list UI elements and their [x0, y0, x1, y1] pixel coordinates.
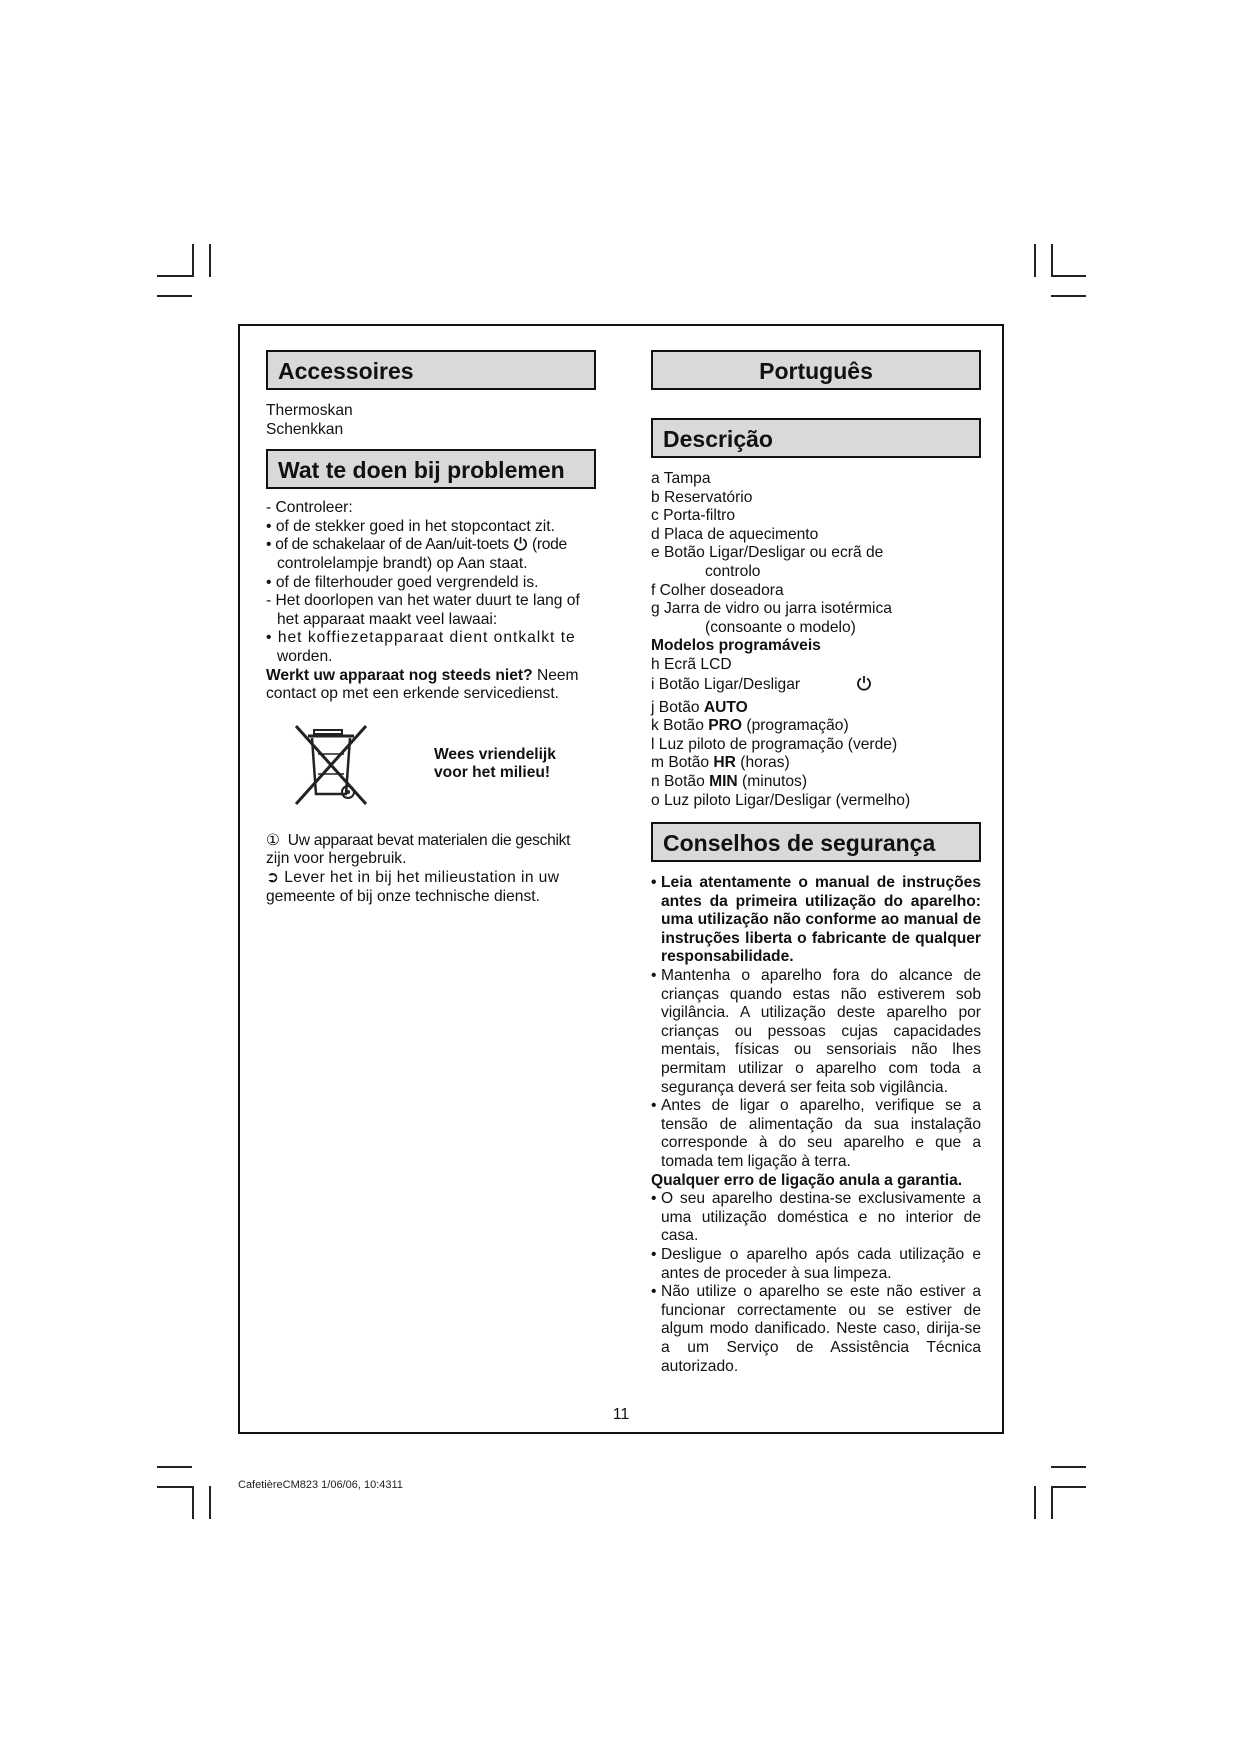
environment-block	[266, 724, 596, 818]
disposal-info: ➲ Lever het in bij het milieustation in uw	[266, 868, 560, 886]
safety-list	[651, 874, 981, 1376]
part-item: c Porta-filtro	[651, 507, 736, 525]
part-item: m Botão HR (horas)	[651, 754, 790, 772]
right-column	[651, 350, 981, 1376]
problems-dash-item: - Het doorlopen van het water duurt te lang of	[266, 592, 580, 610]
part-item: n Botão MIN (minutos)	[651, 772, 808, 790]
crop-mark	[157, 295, 192, 297]
problems-intro: - Controleer:	[266, 499, 353, 517]
language-heading: Português	[651, 350, 981, 390]
power-icon	[513, 536, 528, 551]
part-item: f Colher doseadora	[651, 581, 784, 599]
check-item-cont: controlelampje brandt) op Aan staat.	[277, 554, 528, 572]
crossed-bin-icon	[294, 724, 374, 808]
crop-mark	[209, 244, 211, 277]
crop-mark	[157, 1466, 192, 1468]
crop-mark	[192, 244, 194, 277]
crop-mark	[157, 275, 192, 277]
crop-mark	[157, 1486, 192, 1488]
crop-mark	[1051, 1466, 1086, 1468]
crop-mark	[1051, 244, 1053, 277]
part-item: e Botão Ligar/Desligar ou ecrã de	[651, 544, 884, 562]
still-not-working: Werkt uw apparaat nog steeds niet? Neem	[266, 666, 579, 684]
check-item-cont: worden.	[277, 647, 333, 665]
models-subheading: Modelos programáveis	[651, 637, 821, 655]
part-item: j Botão AUTO	[651, 698, 748, 716]
arrow-icon: ➲	[266, 868, 280, 886]
environment-label: Wees vriendelijk voor het milieu!	[434, 745, 556, 782]
problems-dash-item-cont: het apparaat maakt veel lawaai:	[277, 610, 498, 628]
recycle-info: ① Uw apparaat bevat materialen die geschikt	[266, 831, 571, 849]
power-icon	[856, 675, 872, 691]
problems-text	[266, 499, 596, 704]
check-item: • of de filterhouder goed vergrendeld is.	[266, 573, 539, 591]
accessoires-list	[266, 402, 596, 439]
crop-mark	[1051, 275, 1086, 277]
print-footer: CafetièreCM823 1/06/06, 10:4311	[238, 1479, 403, 1491]
part-item-cont: (consoante o modelo)	[705, 618, 856, 636]
part-item: k Botão PRO (programação)	[651, 717, 849, 735]
safety-item: • Mantenha o aparelho fora do alcance de crianças quando estas não estiverem sob vigilância. A utilização deste aparelho por crianças ou pessoas cujas capacidades mentais, físicas ou sensoriais não lhes permitam utilizar o aparelho com toda a segurança deverá ser feita sob vigilância.	[651, 967, 981, 1096]
crop-mark	[209, 1486, 211, 1519]
environment-info	[266, 832, 596, 906]
check-item: • het koffiezetapparaat dient ontkalkt te	[266, 629, 576, 647]
accessoires-heading: Accessoires	[266, 350, 596, 390]
check-item: • of de schakelaar of de Aan/uit-toets (rode	[266, 536, 567, 554]
safety-item: • Desligue o aparelho após cada utilização e antes de proceder à sua limpeza.	[651, 1245, 981, 1282]
left-column	[266, 350, 596, 906]
page-frame	[238, 324, 1004, 1434]
disposal-info-cont: gemeente of bij onze technische dienst.	[266, 887, 540, 905]
warranty-note: Qualquer erro de ligação anula a garantia.	[651, 1171, 963, 1189]
crop-mark	[1034, 1486, 1036, 1519]
part-item: a Tampa	[651, 470, 711, 487]
crop-mark	[192, 1486, 194, 1519]
safety-item: • Leia atentamente o manual de instruções antes da primeira utilização do aparelho: uma utilização não conforme ao manual de instruções liberta o fabricante de qualquer responsabilidade.	[651, 874, 981, 966]
description-list	[651, 470, 981, 810]
crop-mark	[1051, 1486, 1053, 1519]
part-item: l Luz piloto de programação (verde)	[651, 735, 898, 753]
part-item: h Ecrã LCD	[651, 655, 732, 673]
safety-item: • O seu aparelho destina-se exclusivamente a uma utilização doméstica e no interior de casa.	[651, 1190, 981, 1245]
safety-item: • Não utilize o aparelho se este não estiver a funcionar correctamente ou se estiver de algum modo danificado. Neste caso, dirija-se a um Serviço de Assistência Técnica autorizado.	[651, 1283, 981, 1375]
part-item: o Luz piloto Ligar/Desligar (vermelho)	[651, 791, 911, 809]
accessory-item: Thermoskan	[266, 402, 353, 419]
safety-item: • Antes de ligar o aparelho, verifique se a tensão de alimentação da sua instalação corresponde à do seu aparelho e que a tomada tem ligação à terra.	[651, 1097, 981, 1170]
crop-mark	[1051, 1486, 1086, 1488]
part-item: g Jarra de vidro ou jarra isotérmica	[651, 600, 892, 618]
crop-mark	[1034, 244, 1036, 277]
description-heading: Descrição	[651, 418, 981, 458]
problems-heading: Wat te doen bij problemen	[266, 449, 596, 489]
accessory-item: Schenkkan	[266, 420, 344, 438]
still-not-working-cont: contact op met een erkende servicedienst.	[266, 685, 559, 703]
part-item: i Botão Ligar/Desligar	[651, 675, 981, 699]
safety-heading: Conselhos de segurança	[651, 822, 981, 862]
part-item: b Reservatório	[651, 488, 753, 506]
recycle-info-cont: zijn voor hergebruik.	[266, 850, 407, 868]
info-icon: ①	[266, 831, 280, 849]
crop-mark	[1051, 295, 1086, 297]
part-item: d Placa de aquecimento	[651, 525, 819, 543]
check-item: • of de stekker goed in het stopcontact zit.	[266, 517, 555, 535]
part-item-cont: controlo	[705, 562, 761, 580]
page-number: 11	[612, 1406, 630, 1423]
